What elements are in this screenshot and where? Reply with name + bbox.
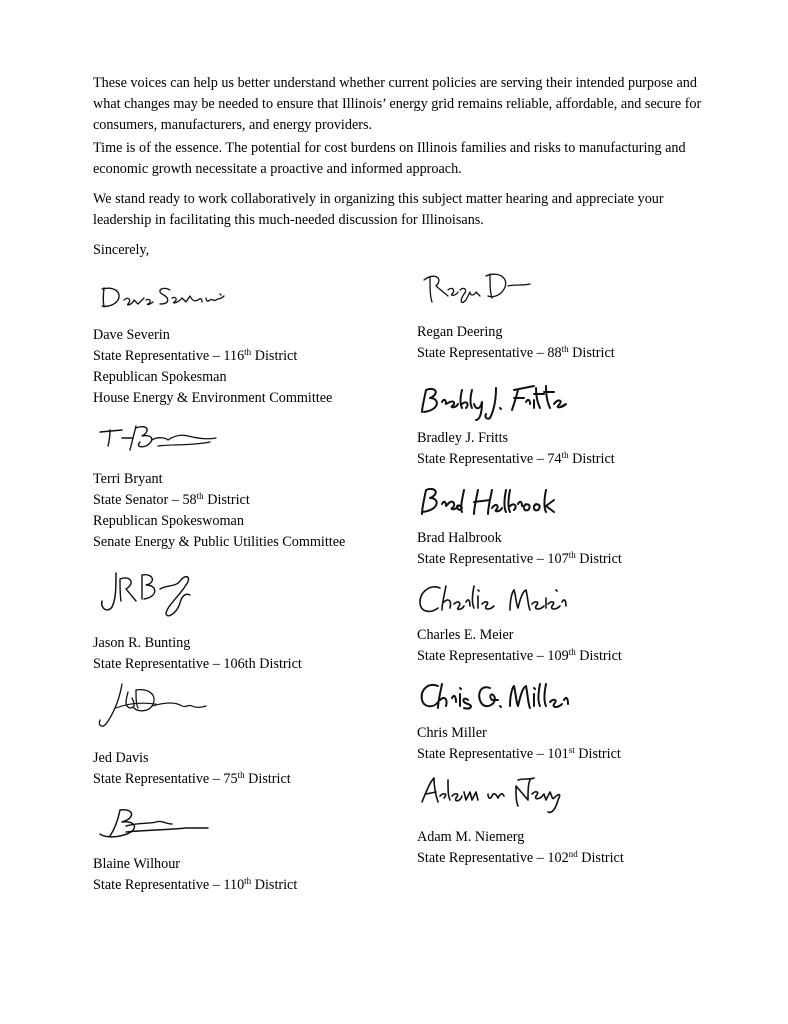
signer-name: Regan Deering xyxy=(417,324,503,340)
signer-committee: House Energy & Environment Committee xyxy=(93,390,333,406)
signature-brad-halbrook xyxy=(418,484,558,520)
signature-jed-davis xyxy=(96,678,210,732)
signer-name: Jason R. Bunting xyxy=(93,635,191,651)
paragraph-voices: These voices can help us better understand whether current policies are serving their intended purpose and what changes may be needed to ensure that Illinois’ energy grid remains reliable, affordable, and secure for consumers, manufacturers, and energy providers. xyxy=(93,75,702,133)
signer-name: Chris Miller xyxy=(417,725,487,741)
signer-name: Adam M. Niemerg xyxy=(417,829,525,845)
paragraph-collaborate: We stand ready to work collaboratively in organizing this subject matter hearing and appreciate your leadership in facilitating this much-needed discussion for Illinoisans. xyxy=(93,191,664,228)
signer-title: State Representative – 116th District xyxy=(93,347,298,364)
signer-block-fritts xyxy=(417,428,615,470)
signer-block-bryant xyxy=(93,469,345,553)
signer-title: State Representative – 110th District xyxy=(93,876,298,893)
signer-committee: Senate Energy & Public Utilities Committee xyxy=(93,534,346,550)
signature-blaine-wilhour xyxy=(96,806,212,846)
signer-title: State Representative – 75th District xyxy=(93,770,291,787)
signer-block-niemerg xyxy=(417,827,624,869)
signer-block-deering xyxy=(417,322,615,364)
signer-title: State Representative – 74th District xyxy=(417,450,615,467)
signer-title: State Representative – 109th District xyxy=(417,647,622,664)
signer-title: State Representative – 88th District xyxy=(417,344,615,361)
signer-name: Blaine Wilhour xyxy=(93,856,181,872)
signer-block-wilhour xyxy=(93,854,297,896)
signer-name: Bradley J. Fritts xyxy=(417,430,509,446)
signer-block-miller xyxy=(417,723,621,765)
signer-title: State Senator – 58th District xyxy=(93,491,250,508)
paragraph-time: Time is of the essence. The potential for cost burdens on Illinois families and risks to manufacturing and economic growth necessitate a proactive and informed approach. xyxy=(93,140,686,177)
signature-dave-severin xyxy=(98,278,238,312)
signer-name: Dave Severin xyxy=(93,327,170,343)
signature-jason-bunting xyxy=(96,565,196,621)
signer-block-meier xyxy=(417,625,622,667)
signature-regan-deering xyxy=(420,266,534,310)
signer-role: Republican Spokesman xyxy=(93,369,227,385)
signer-name: Brad Halbrook xyxy=(417,530,502,546)
closing-salutation: Sincerely, xyxy=(93,242,150,258)
signer-block-bunting xyxy=(93,633,302,675)
signer-title: State Representative – 106th District xyxy=(93,656,302,672)
signer-name: Jed Davis xyxy=(93,750,149,766)
signature-chris-miller xyxy=(418,678,576,718)
signer-title: State Representative – 107th District xyxy=(417,550,622,567)
signer-name: Charles E. Meier xyxy=(417,627,514,643)
signature-bradley-fritts xyxy=(418,380,568,422)
signer-block-halbrook xyxy=(417,528,622,570)
signer-name: Terri Bryant xyxy=(93,471,163,487)
signature-adam-niemerg xyxy=(418,772,566,816)
signer-block-severin xyxy=(93,325,332,409)
signature-charlie-meier xyxy=(416,580,576,622)
signature-terri-bryant xyxy=(96,420,222,456)
signer-role: Republican Spokeswoman xyxy=(93,513,244,529)
signer-block-davis xyxy=(93,748,291,790)
signer-title: State Representative – 102nd District xyxy=(417,849,624,866)
signer-title: State Representative – 101st District xyxy=(417,745,621,762)
